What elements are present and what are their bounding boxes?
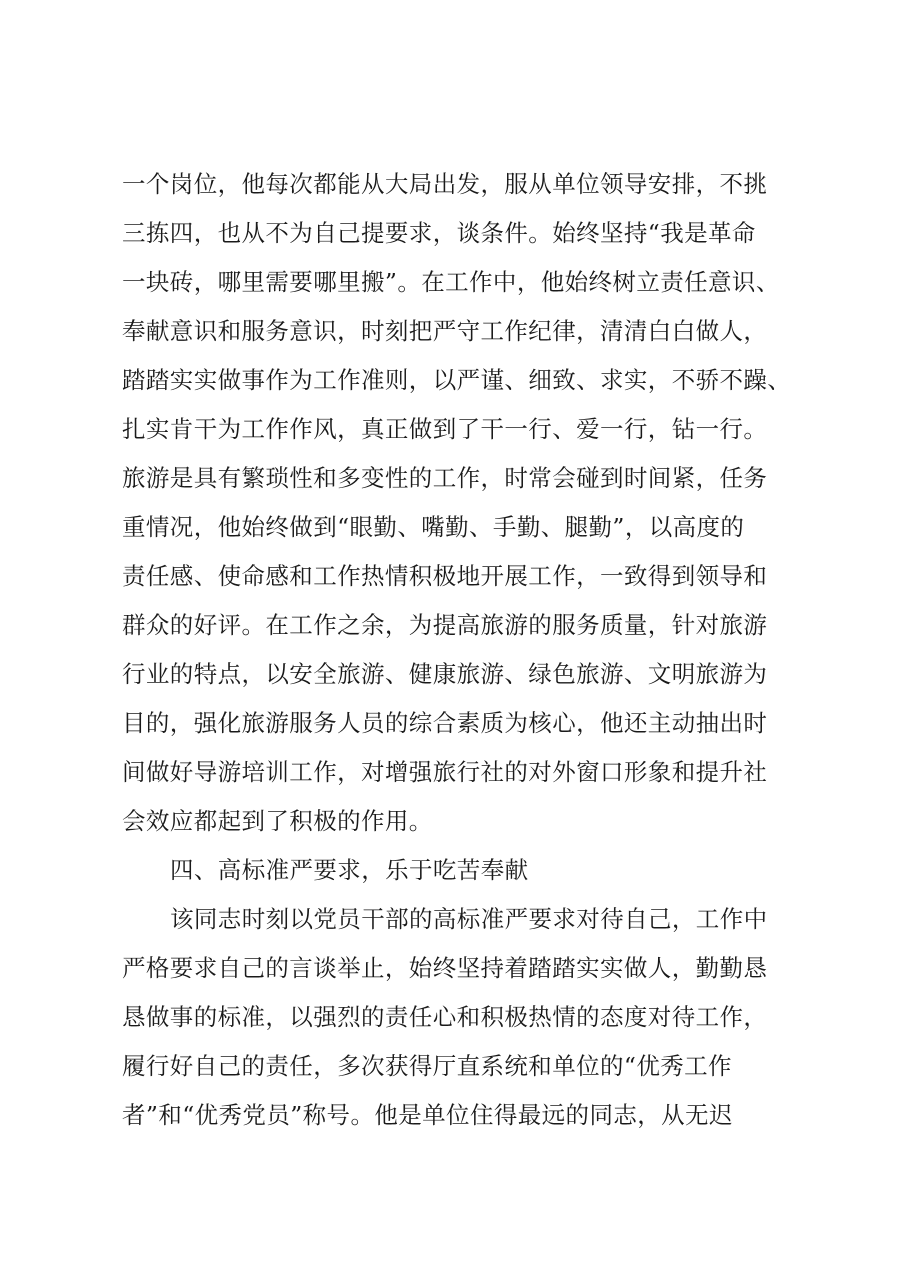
section-heading: 四、高标准严要求，乐于吃苦奉献 [170, 856, 529, 884]
body-text-line: 目的，强化旅游服务人员的综合素质为核心，他还主动抽出时 [122, 709, 768, 737]
body-text-line: 踏踏实实做事作为工作准则，以严谨、细致、求实，不骄不躁、 [122, 366, 792, 394]
body-text-line: 严格要求自己的言谈举止，始终坚持着踏踏实实做人，勤勤恳 [122, 954, 768, 982]
body-text-line: 该同志时刻以党员干部的高标准严要求对待自己，工作中 [170, 905, 768, 933]
body-text-line: 重情况，他始终做到“眼勤、嘴勤、手勤、腿勤”，以高度的 [122, 513, 745, 541]
body-text-line: 者”和“优秀党员”称号。他是单位住得最远的同志，从无迟 [122, 1101, 733, 1129]
body-text-line: 恳做事的标准，以强烈的责任心和积极热情的态度对待工作， [122, 1003, 768, 1031]
body-text-line: 旅游是具有繁琐性和多变性的工作，时常会碰到时间紧，任务 [122, 464, 768, 492]
body-text-line: 群众的好评。在工作之余，为提高旅游的服务质量，针对旅游 [122, 611, 768, 639]
body-text-line: 一个岗位，他每次都能从大局出发，服从单位领导安排，不挑 [122, 170, 768, 198]
body-text-line: 扎实肯干为工作作风，真正做到了干一行、爱一行，钻一行。 [122, 415, 768, 443]
body-text-line: 履行好自己的责任，多次获得厅直系统和单位的“优秀工作 [122, 1052, 732, 1080]
body-text-line: 行业的特点，以安全旅游、健康旅游、绿色旅游、文明旅游为 [122, 660, 768, 688]
body-text-line: 三拣四，也从不为自己提要求，谈条件。始终坚持“我是革命 [122, 219, 756, 247]
body-text-line: 会效应都起到了积极的作用。 [122, 807, 433, 835]
body-text-line: 奉献意识和服务意识，时刻把严守工作纪律，清清白白做人， [122, 317, 768, 345]
body-text-line: 责任感、使命感和工作热情积极地开展工作，一致得到领导和 [122, 562, 768, 590]
body-text-line: 间做好导游培训工作，对增强旅行社的对外窗口形象和提升社 [122, 758, 768, 786]
body-text-line: 一块砖，哪里需要哪里搬”。在工作中，他始终树立责任意识、 [122, 268, 780, 296]
